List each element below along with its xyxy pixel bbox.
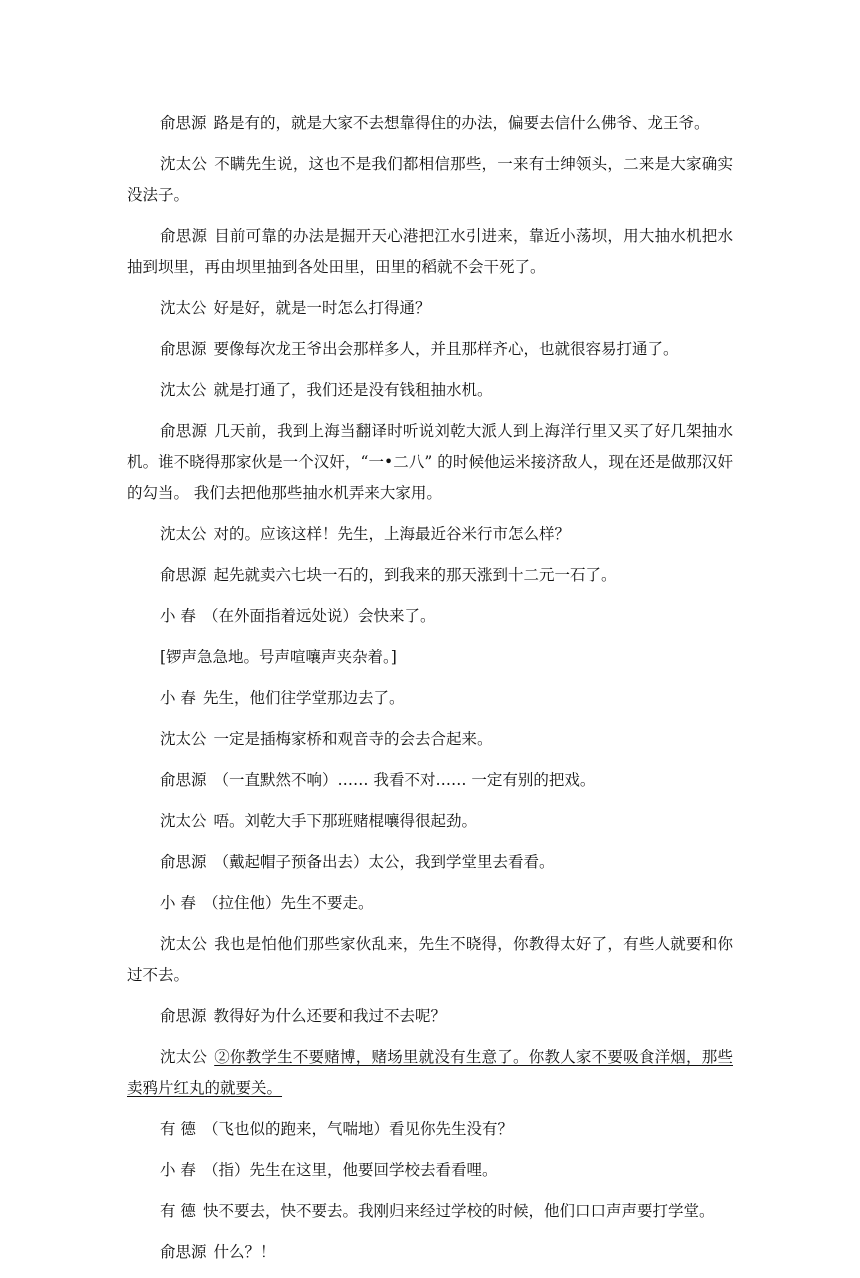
speaker-name: 俞思源 [160, 227, 208, 245]
dialogue-line [127, 929, 733, 991]
dialogue-text: 就是打通了，我们还是没有钱租抽水机。 [213, 381, 493, 399]
dialogue-text: （戴起帽子预备出去）太公，我到学堂里去看看。 [213, 853, 555, 871]
dialogue-text: 快不要去，快不要去。我刚归来经过学校的时候，他们口口声声要打学堂。 [202, 1202, 715, 1220]
stage-direction-text: [锣声急急地。号声喧嚷声夹杂着。] [160, 648, 397, 666]
speaker-name: 有 德 [160, 1202, 196, 1220]
dialogue-line [127, 334, 733, 365]
dialogue-line [127, 108, 733, 139]
dialogue-line [127, 1114, 733, 1145]
dialogue-line [127, 806, 733, 837]
dialogue-text: （在外面指着远处说）会快来了。 [202, 607, 436, 625]
dialogue-line [127, 1155, 733, 1186]
dialogue-text: 几天前，我到上海当翻译时听说刘乾大派人到上海洋行里又买了好几架抽水机。谁不晓得那家伙是一个汉奸，“一•二八” 的时候他运米接济敌人，现在还是做那汉奸的勾当。 我们去把他那些抽水机弄来大家用。 [127, 422, 733, 502]
speaker-name: 俞思源 [160, 114, 207, 132]
dialogue-text: 不瞒先生说，这也不是我们都相信那些，一来有士绅领头，二来是大家确实没法子。 [127, 155, 733, 204]
dialogue-line [127, 416, 733, 509]
speaker-name: 俞思源 [160, 1243, 207, 1261]
dialogue-text: （飞也似的跑来，气喘地）看见你先生没有？ [202, 1120, 513, 1138]
speaker-name: 沈太公 [160, 812, 207, 830]
speaker-name: 俞思源 [160, 1007, 207, 1025]
speaker-name: 小 春 [160, 689, 196, 707]
speaker-name: 俞思源 [160, 771, 207, 789]
dialogue-text: （拉住他）先生不要走。 [202, 894, 374, 912]
dialogue-line [127, 1042, 733, 1104]
dialogue-line [127, 149, 733, 211]
speaker-name: 沈太公 [160, 525, 207, 543]
speaker-name: 沈太公 [160, 155, 208, 173]
dialogue-text: 一定是插梅家桥和观音寺的会去合起来。 [213, 730, 493, 748]
speaker-name: 沈太公 [160, 381, 207, 399]
dialogue-text: 教得好为什么还要和我过不去呢？ [213, 1007, 447, 1025]
dialogue-line [127, 683, 733, 714]
dialogue-text: 我也是怕他们那些家伙乱来，先生不晓得，你教得太好了，有些人就要和你过不去。 [127, 935, 733, 984]
dialogue-text: 什么？！ [213, 1243, 276, 1261]
dialogue-line [127, 221, 733, 283]
speaker-name: 小 春 [160, 894, 196, 912]
dialogue-line [127, 1001, 733, 1032]
dialogue-text: 唔。刘乾大手下那班赌棍嚷得很起劲。 [213, 812, 478, 830]
dialogue-text: 目前可靠的办法是掘开天心港把江水引进来，靠近小荡坝，用大抽水机把水抽到坝里，再由坝里抽到各处田里，田里的稻就不会干死了。 [127, 227, 733, 276]
dialogue-line [127, 293, 733, 324]
dialogue-line [127, 560, 733, 591]
speaker-name: 小 春 [160, 607, 196, 625]
speaker-name: 沈太公 [160, 730, 207, 748]
speaker-name: 俞思源 [160, 853, 207, 871]
speaker-name: 俞思源 [160, 422, 208, 440]
dialogue-text: 起先就卖六七块一石的，到我来的那天涨到十二元一石了。 [213, 566, 617, 584]
dialogue-line [127, 375, 733, 406]
dialogue-line [127, 1237, 733, 1268]
speaker-name: 沈太公 [160, 935, 208, 953]
speaker-name: 沈太公 [160, 299, 207, 317]
underlined-dialogue-text: ②你教学生不要赌博，赌场里就没有生意了。你教人家不要吸食洋烟，那些卖鸦片红丸的就要关。 [127, 1048, 733, 1097]
dialogue-text: 对的。应该这样！先生，上海最近谷米行市怎么样？ [213, 525, 571, 543]
stage-direction [127, 642, 733, 673]
dialogue-line [127, 888, 733, 919]
dialogue-line [127, 519, 733, 550]
dialogue-text: （一直默然不响）…… 我看不对…… 一定有别的把戏。 [213, 771, 596, 789]
dialogue-text: 要像每次龙王爷出会那样多人，并且那样齐心，也就很容易打通了。 [213, 340, 679, 358]
speaker-name: 小 春 [160, 1161, 196, 1179]
script-body [127, 108, 733, 1278]
dialogue-text: 路是有的，就是大家不去想靠得住的办法，偏要去信什么佛爷、龙王爷。 [213, 114, 710, 132]
speaker-name: 俞思源 [160, 566, 207, 584]
dialogue-text: （指）先生在这里，他要回学校去看看哩。 [202, 1161, 498, 1179]
speaker-name: 有 德 [160, 1120, 196, 1138]
dialogue-text: 好是好，就是一时怎么打得通？ [213, 299, 431, 317]
dialogue-line [127, 601, 733, 632]
dialogue-line [127, 1196, 733, 1227]
dialogue-line [127, 765, 733, 796]
dialogue-line [127, 724, 733, 755]
speaker-name: 俞思源 [160, 340, 207, 358]
speaker-name: 沈太公 [160, 1048, 208, 1066]
dialogue-line [127, 847, 733, 878]
dialogue-text: 先生，他们往学堂那边去了。 [202, 689, 405, 707]
